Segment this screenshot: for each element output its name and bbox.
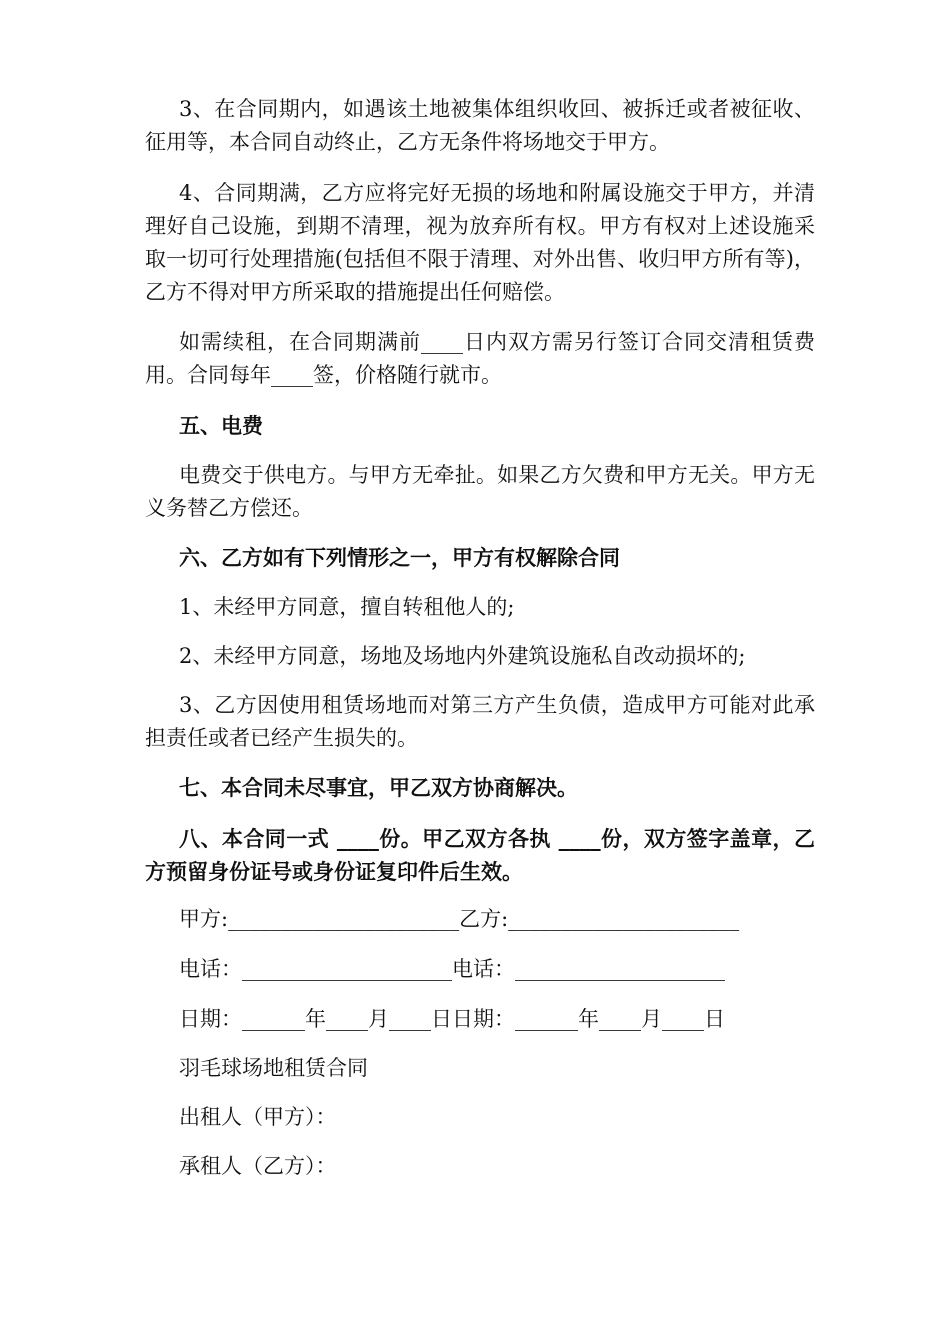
signature-date-line: 日期：______年____月____日日期：______年____月____日 — [179, 1007, 725, 1031]
clause-4-item-4: 4、合同期满，乙方应将完好无损的场地和附属设施交于甲方，并清理好自己设施，到期不清理，视为放弃所有权。甲方有权对上述设施采取一切可行处理措施(包括但不限于清理、对外出售、收归甲方所有等)，乙方不得对甲方所采取的措施提出任何赔偿。 — [145, 181, 815, 304]
signature-party-line: 甲方:______________________乙方:______________________ — [179, 907, 740, 931]
clause-4-item-3: 3、在合同期内，如遇该土地被集体组织收回、被拆迁或者被征收、征用等，本合同自动终止，乙方无条件将场地交于甲方。 — [145, 97, 815, 154]
renewal-paragraph: 如需续租，在合同期满前____日内双方需另行签订合同交清租赁费用。合同每年____签，价格随行就市。 — [145, 330, 815, 387]
next-contract-title: 羽毛球场地租赁合同 — [179, 1056, 368, 1080]
clause-6-item-2: 2、未经甲方同意，场地及场地内外建筑设施私自改动损坏的; — [179, 644, 746, 668]
lessor-line: 出租人（甲方）： — [179, 1105, 337, 1129]
electricity-paragraph: 电费交于供电方。与甲方无牵扯。如果乙方欠费和甲方无关。甲方无义务替乙方偿还。 — [145, 463, 815, 520]
signature-phone-line: 电话：____________________电话：____________________ — [179, 957, 725, 981]
section-7-heading: 七、本合同未尽事宜，甲乙双方协商解决。 — [179, 775, 578, 800]
clause-6-item-3: 3、乙方因使用租赁场地而对第三方产生负债，造成甲方可能对此承担责任或者已经产生损失的。 — [145, 693, 815, 750]
clause-6-item-1: 1、未经甲方同意，擅自转租他人的; — [179, 595, 515, 619]
section-8-heading: 八、本合同一式 ____份。甲乙双方各执 ____份，双方签字盖章，乙方预留身份证号或身份证复印件后生效。 — [145, 826, 815, 884]
section-5-heading: 五、电费 — [179, 413, 263, 438]
section-6-heading: 六、乙方如有下列情形之一，甲方有权解除合同 — [179, 545, 620, 570]
lessee-line: 承租人（乙方）： — [179, 1154, 337, 1178]
